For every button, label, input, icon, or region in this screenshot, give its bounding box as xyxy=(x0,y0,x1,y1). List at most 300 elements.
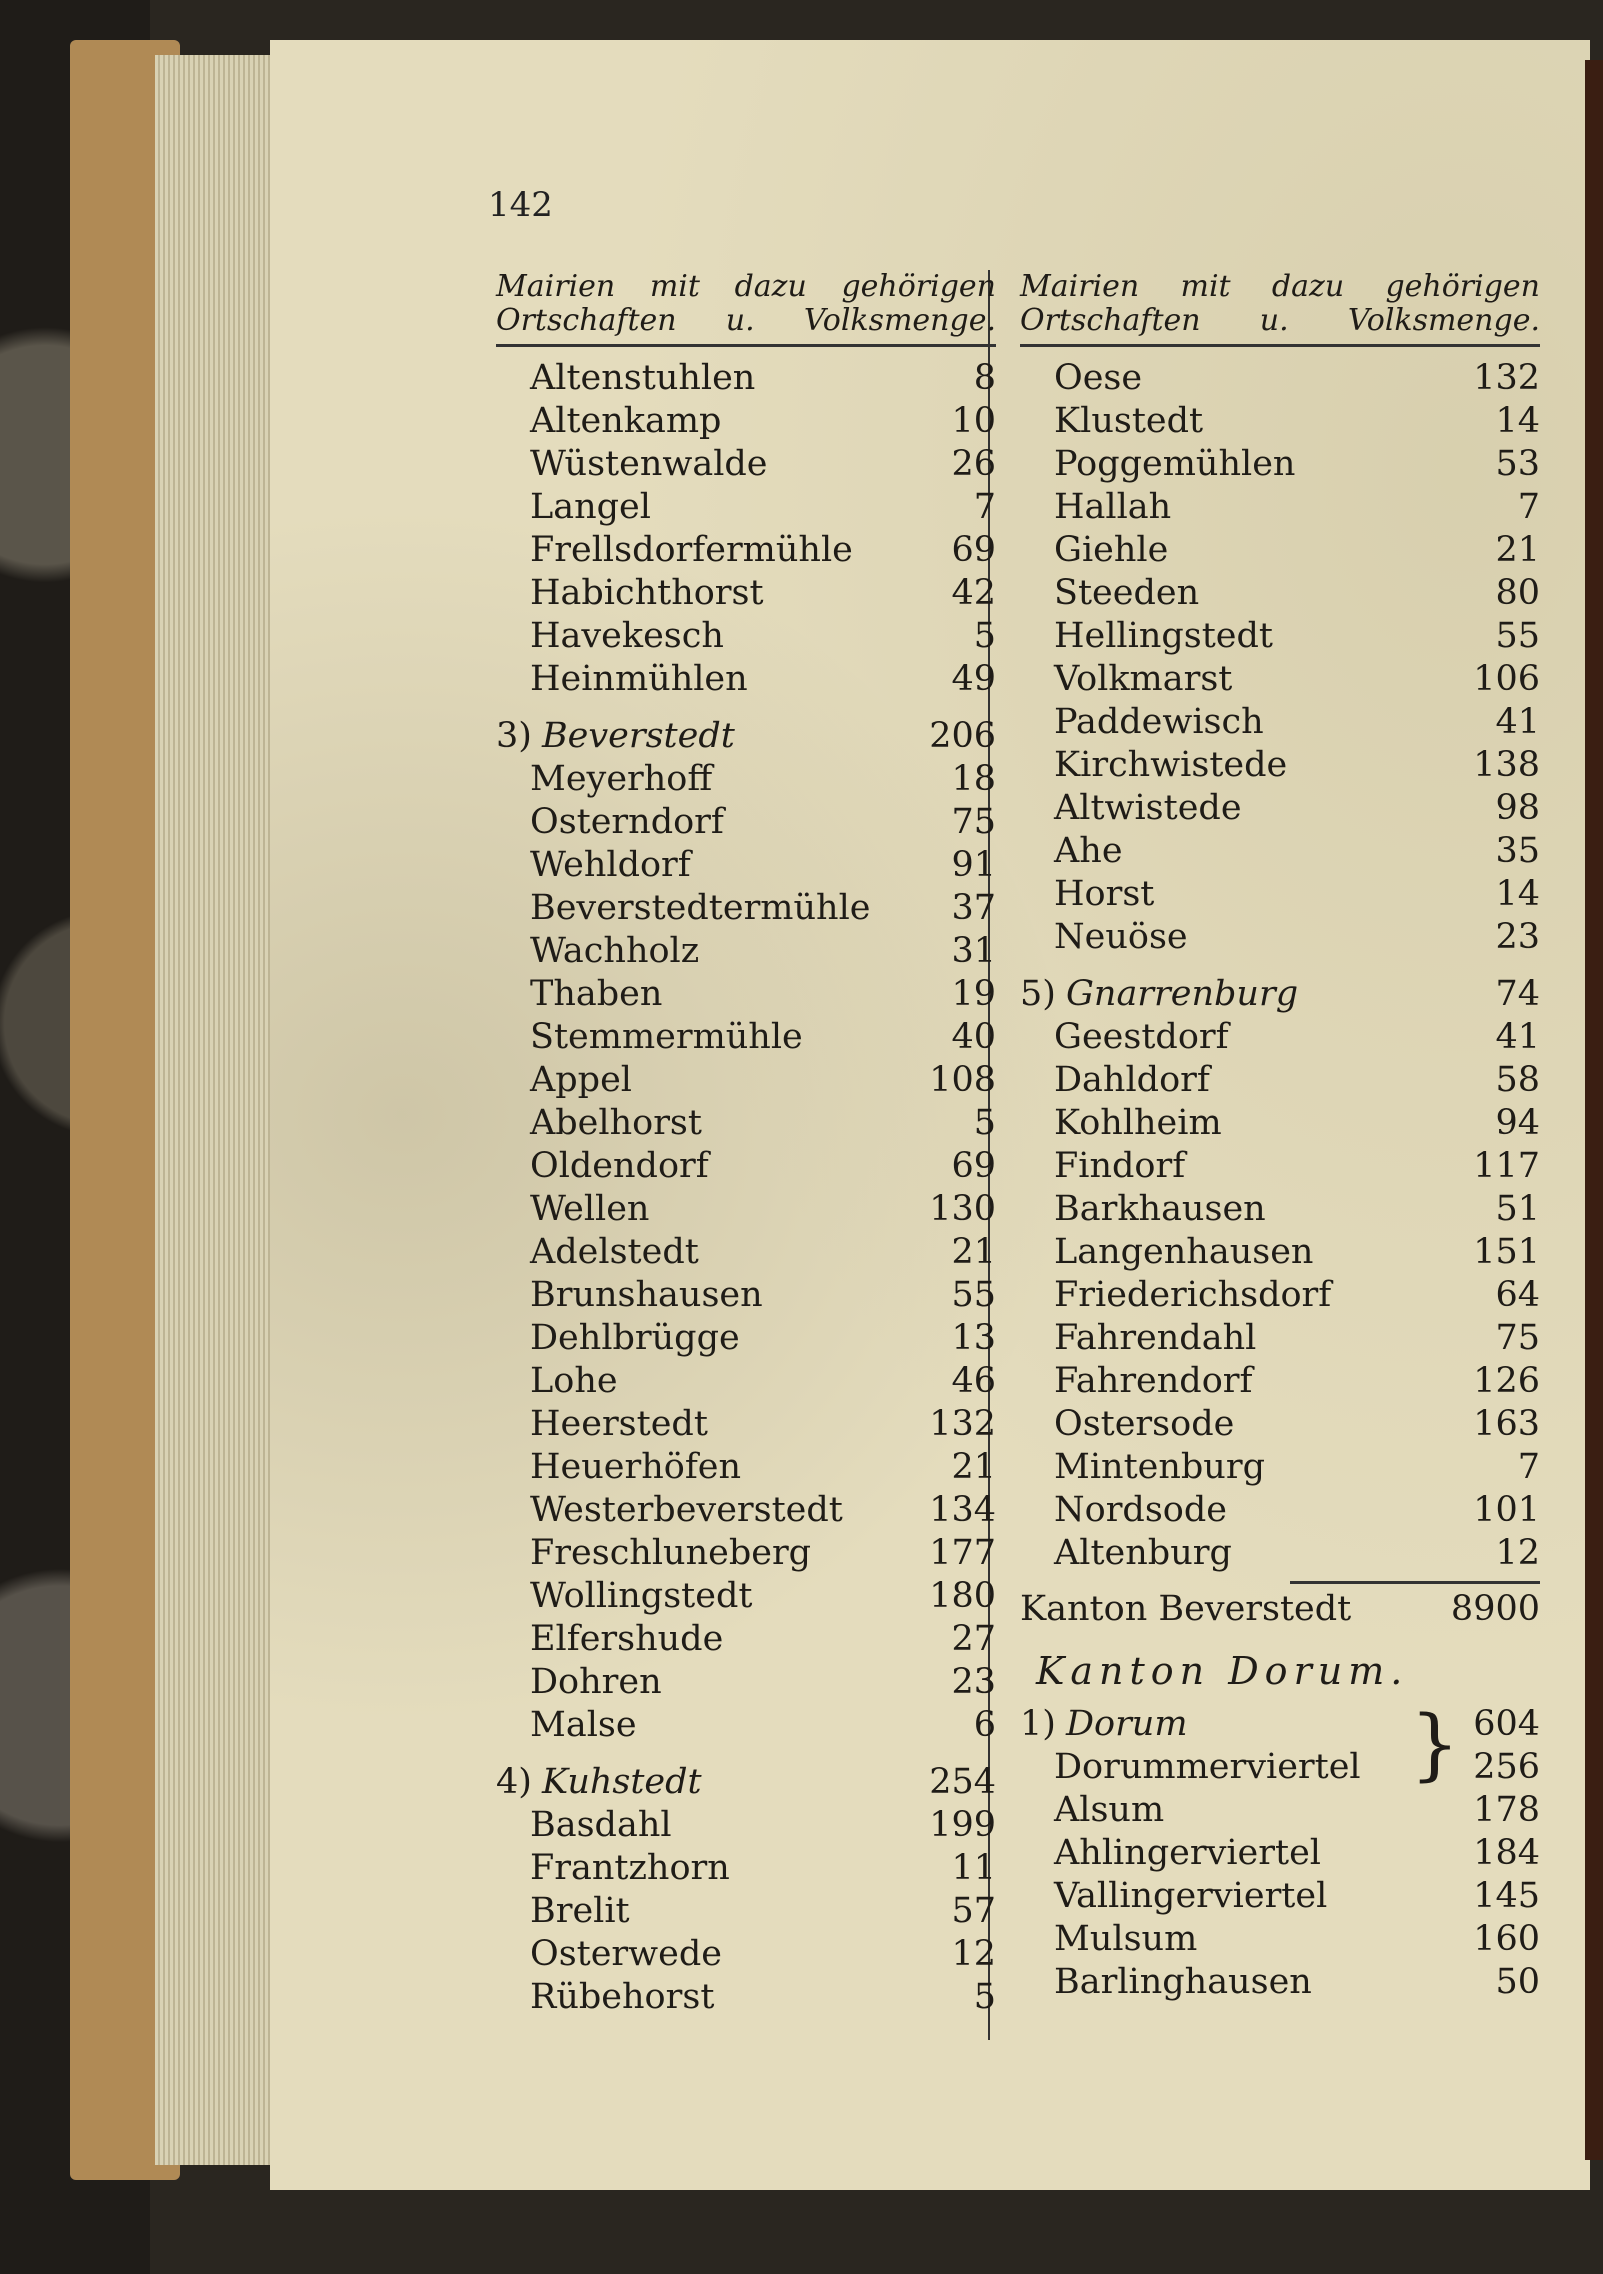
place-name-text: Barkhausen xyxy=(1054,1189,1266,1229)
place-row xyxy=(1020,916,1540,959)
place-name xyxy=(1020,1360,1252,1403)
place-name-text: Dahldorf xyxy=(1054,1060,1210,1100)
place-name-text: Mulsum xyxy=(1054,1919,1198,1959)
right-column-header xyxy=(1020,270,1540,347)
population-value: 138 xyxy=(1473,745,1540,785)
population-value: 50 xyxy=(1495,1962,1540,2002)
population-value: 37 xyxy=(951,888,996,928)
place-name xyxy=(496,1145,709,1188)
place-row xyxy=(496,1360,996,1403)
place-row xyxy=(1020,1403,1540,1446)
place-name xyxy=(1020,1489,1227,1532)
place-row xyxy=(1020,572,1540,615)
place-name-text: Abelhorst xyxy=(530,1103,702,1143)
population-value: 58 xyxy=(1495,1060,1540,1100)
place-name xyxy=(496,887,870,930)
place-row xyxy=(1020,443,1540,486)
place-name xyxy=(496,758,712,801)
place-name-text: Wachholz xyxy=(530,931,700,971)
place-row xyxy=(496,658,996,701)
place-row xyxy=(1020,486,1540,529)
mairie-index: 4) xyxy=(496,1762,532,1802)
place-name-text: Dehlbrügge xyxy=(530,1318,740,1358)
place-row xyxy=(1020,1446,1540,1489)
place-row xyxy=(1020,1317,1540,1360)
place-row xyxy=(496,1403,996,1446)
population-value: 132 xyxy=(929,1404,996,1444)
population-value: 108 xyxy=(929,1060,996,1100)
place-name xyxy=(1020,1274,1331,1317)
place-name-text: Geestdorf xyxy=(1054,1017,1229,1057)
place-name xyxy=(496,1446,741,1489)
place-name-text: Brunshausen xyxy=(530,1275,763,1315)
place-name-text: Alsum xyxy=(1054,1790,1165,1830)
place-row xyxy=(496,1804,996,1847)
place-row xyxy=(496,486,996,529)
place-row xyxy=(1020,529,1540,572)
place-row xyxy=(1020,1188,1540,1231)
place-name xyxy=(1020,400,1203,443)
place-name xyxy=(496,486,651,529)
place-name-text: Frellsdorfermühle xyxy=(530,530,853,570)
population-value: 98 xyxy=(1495,788,1540,828)
place-name-text: Beverstedtermühle xyxy=(530,888,871,928)
place-name-text: Horst xyxy=(1054,874,1155,914)
place-name xyxy=(1020,1145,1185,1188)
place-name-text: Heuerhöfen xyxy=(530,1447,742,1487)
place-name xyxy=(496,715,735,758)
header-line-1: Mairien mit dazu gehörigen xyxy=(496,269,996,304)
place-row xyxy=(1020,744,1540,787)
place-name xyxy=(1020,973,1298,1016)
population-value: 180 xyxy=(929,1576,996,1616)
place-name-text: Oldendorf xyxy=(530,1146,709,1186)
place-row xyxy=(496,1188,996,1231)
place-row xyxy=(496,357,996,400)
place-name xyxy=(496,1704,637,1747)
place-name-text: Fahrendahl xyxy=(1054,1318,1257,1358)
place-name xyxy=(496,615,724,658)
place-name-text: Ahlingerviertel xyxy=(1054,1833,1321,1873)
place-name xyxy=(1020,787,1242,830)
place-name-text: Freschluneberg xyxy=(530,1533,812,1573)
population-value: 46 xyxy=(951,1361,996,1401)
place-name xyxy=(1020,744,1287,787)
place-name xyxy=(1020,1059,1210,1102)
population-value: 117 xyxy=(1473,1146,1540,1186)
place-name-text: Hellingstedt xyxy=(1054,616,1273,656)
population-value: 199 xyxy=(929,1805,996,1845)
place-name-text: Wehldorf xyxy=(530,845,691,885)
population-value: 91 xyxy=(951,845,996,885)
place-row xyxy=(496,1059,996,1102)
population-value: 14 xyxy=(1495,874,1540,914)
place-name xyxy=(1020,658,1232,701)
place-row xyxy=(496,930,996,973)
population-value: 184 xyxy=(1473,1833,1540,1873)
place-name-text: Wüstenwalde xyxy=(530,444,768,484)
population-value: 10 xyxy=(951,401,996,441)
place-name xyxy=(496,1618,723,1661)
place-row xyxy=(1020,1489,1540,1532)
place-row xyxy=(496,1976,996,2019)
place-name-text: Elfershude xyxy=(530,1619,724,1659)
place-name xyxy=(1020,529,1168,572)
place-name-text: Havekesch xyxy=(530,616,724,656)
place-row xyxy=(496,844,996,887)
place-name xyxy=(496,1317,740,1360)
place-name-text: Habichthorst xyxy=(530,573,764,613)
place-row xyxy=(496,1231,996,1274)
place-row xyxy=(496,615,996,658)
right-entries xyxy=(1020,357,1540,1575)
place-name-text: Altenkamp xyxy=(530,401,722,441)
population-value: 11 xyxy=(951,1848,996,1888)
place-row xyxy=(496,1704,996,1747)
place-name-text: Wellen xyxy=(530,1189,650,1229)
place-name xyxy=(496,1976,714,2019)
population-value: 5 xyxy=(973,616,996,656)
place-row xyxy=(496,1532,996,1575)
place-row xyxy=(496,1102,996,1145)
place-row xyxy=(496,758,996,801)
population-value: 5 xyxy=(973,1103,996,1143)
place-name-text: Brelit xyxy=(530,1891,630,1931)
place-name-text: Lohe xyxy=(530,1361,618,1401)
population-value: 40 xyxy=(951,1017,996,1057)
place-row xyxy=(1020,1875,1540,1918)
place-row xyxy=(496,973,996,1016)
population-value: 145 xyxy=(1473,1876,1540,1916)
place-name xyxy=(496,1661,662,1704)
population-value: 41 xyxy=(1495,1017,1540,1057)
place-row xyxy=(1020,787,1540,830)
population-value: 256 xyxy=(1473,1747,1540,1787)
population-value: 151 xyxy=(1473,1232,1540,1272)
place-row xyxy=(1020,1231,1540,1274)
population-value: 160 xyxy=(1473,1919,1540,1959)
population-value: 75 xyxy=(951,802,996,842)
place-row xyxy=(1020,1102,1540,1145)
place-name-text: Kuhstedt xyxy=(541,1762,702,1802)
place-row xyxy=(1020,1360,1540,1403)
place-name xyxy=(496,1059,632,1102)
population-value: 69 xyxy=(951,530,996,570)
place-name-text: Mintenburg xyxy=(1054,1447,1265,1487)
place-name-text: Malse xyxy=(530,1705,637,1745)
place-row xyxy=(496,801,996,844)
place-name-text: Friederichsdorf xyxy=(1054,1275,1332,1315)
place-name-text: Heerstedt xyxy=(530,1404,708,1444)
place-row xyxy=(1020,701,1540,744)
kanton-total-label: Kanton Beverstedt xyxy=(1020,1589,1352,1629)
place-name xyxy=(1020,1532,1232,1575)
place-name xyxy=(1020,1832,1321,1875)
place-row xyxy=(496,1446,996,1489)
facing-page-edge xyxy=(1585,60,1603,2160)
place-name-text: Osterndorf xyxy=(530,802,724,842)
page-number: 142 xyxy=(488,185,553,225)
place-name xyxy=(1020,486,1171,529)
population-value: 27 xyxy=(951,1619,996,1659)
population-value: 31 xyxy=(951,931,996,971)
place-name xyxy=(1020,443,1295,486)
place-name-text: Steeden xyxy=(1054,573,1200,613)
population-value: 55 xyxy=(1495,616,1540,656)
place-name-text: Dorummerviertel xyxy=(1054,1747,1361,1787)
place-row xyxy=(1020,1016,1540,1059)
place-row xyxy=(1020,1532,1540,1575)
place-name xyxy=(1020,1016,1229,1059)
place-row xyxy=(496,1575,996,1618)
place-name xyxy=(1020,1961,1312,2004)
population-value: 14 xyxy=(1495,401,1540,441)
place-name xyxy=(496,1489,843,1532)
place-row xyxy=(1020,1059,1540,1102)
population-value: 51 xyxy=(1495,1189,1540,1229)
population-value: 21 xyxy=(1495,530,1540,570)
left-entries xyxy=(496,357,996,2019)
place-row xyxy=(496,1016,996,1059)
population-value: 26 xyxy=(951,444,996,484)
place-name-text: Osterwede xyxy=(530,1934,722,1974)
place-row xyxy=(1020,658,1540,701)
place-name-text: Volkmarst xyxy=(1054,659,1233,699)
place-name xyxy=(1020,916,1188,959)
place-name xyxy=(1020,615,1273,658)
brace-symbol: } xyxy=(1410,1700,1460,1790)
population-value: 80 xyxy=(1495,573,1540,613)
place-row xyxy=(496,1317,996,1360)
place-name-text: Klustedt xyxy=(1054,401,1204,441)
place-name xyxy=(496,1761,702,1804)
place-name-text: Stemmermühle xyxy=(530,1017,803,1057)
place-name xyxy=(496,1188,649,1231)
place-row xyxy=(496,1890,996,1933)
place-row xyxy=(1020,1918,1540,1961)
header-line-1: Mairien mit dazu gehörigen xyxy=(1020,269,1540,304)
place-name-text: Langel xyxy=(530,487,651,527)
population-value: 106 xyxy=(1473,659,1540,699)
place-name xyxy=(496,572,764,615)
population-value: 64 xyxy=(1495,1275,1540,1315)
place-name-text: Altenburg xyxy=(1054,1533,1232,1573)
population-value: 254 xyxy=(929,1762,996,1802)
place-name-text: Poggemühlen xyxy=(1054,444,1296,484)
place-name-text: Adelstedt xyxy=(530,1232,699,1272)
place-row xyxy=(496,572,996,615)
place-name xyxy=(496,1933,722,1976)
population-value: 126 xyxy=(1473,1361,1540,1401)
place-name xyxy=(496,1890,630,1933)
place-name-text: Nordsode xyxy=(1054,1490,1227,1530)
population-value: 21 xyxy=(951,1232,996,1272)
right-column xyxy=(1020,270,1540,2004)
population-value: 23 xyxy=(951,1662,996,1702)
population-value: 57 xyxy=(951,1891,996,1931)
population-value: 163 xyxy=(1473,1404,1540,1444)
header-line-2: Ortschaften u. Volksmenge. xyxy=(1020,303,1540,338)
place-name xyxy=(496,400,721,443)
population-value: 94 xyxy=(1495,1103,1540,1143)
place-row xyxy=(1020,1789,1540,1832)
place-name xyxy=(496,930,699,973)
place-name xyxy=(496,443,768,486)
population-value: 69 xyxy=(951,1146,996,1186)
dorum-entries xyxy=(1020,1700,1540,2004)
place-row xyxy=(496,1145,996,1188)
kanton-heading: Kanton Dorum. xyxy=(1036,1649,1409,1693)
place-name xyxy=(1020,873,1154,916)
population-value: 7 xyxy=(1517,1447,1540,1487)
population-value: 21 xyxy=(951,1447,996,1487)
place-name xyxy=(496,1847,730,1890)
population-value: 5 xyxy=(973,1977,996,2017)
place-name xyxy=(496,801,724,844)
place-name-text: Wollingstedt xyxy=(530,1576,753,1616)
place-name-text: Fahrendorf xyxy=(1054,1361,1253,1401)
place-row xyxy=(1020,1274,1540,1317)
place-name xyxy=(1020,1789,1164,1832)
place-name xyxy=(496,1532,811,1575)
place-name-text: Westerbeverstedt xyxy=(530,1490,843,1530)
place-name xyxy=(496,973,662,1016)
place-name-text: Altwistede xyxy=(1054,788,1242,828)
place-name xyxy=(1020,1102,1222,1145)
total-rule xyxy=(1290,1581,1540,1584)
place-row xyxy=(496,529,996,572)
place-name-text: Findorf xyxy=(1054,1146,1186,1186)
population-value: 8 xyxy=(973,358,996,398)
place-name-text: Vallingerviertel xyxy=(1054,1876,1328,1916)
place-name-text: Dohren xyxy=(530,1662,662,1702)
place-name xyxy=(496,1231,699,1274)
place-name xyxy=(1020,1746,1361,1789)
place-name xyxy=(496,844,691,887)
place-row xyxy=(496,1618,996,1661)
page-edges xyxy=(155,55,285,2165)
place-name xyxy=(1020,1875,1327,1918)
place-row xyxy=(1020,615,1540,658)
mairie-index: 1) xyxy=(1020,1704,1056,1744)
place-row xyxy=(496,1274,996,1317)
place-row xyxy=(496,1661,996,1704)
place-row xyxy=(1020,357,1540,400)
place-name-text: Meyerhoff xyxy=(530,759,713,799)
population-value: 7 xyxy=(1517,487,1540,527)
population-value: 132 xyxy=(1473,358,1540,398)
place-name-text: Kirchwistede xyxy=(1054,745,1288,785)
place-row xyxy=(1020,873,1540,916)
place-name-text: Dorum xyxy=(1065,1704,1188,1744)
place-name xyxy=(1020,1231,1313,1274)
place-name xyxy=(1020,1188,1266,1231)
place-name xyxy=(1020,830,1123,873)
place-row xyxy=(1020,1145,1540,1188)
place-name xyxy=(496,1360,618,1403)
population-value: 177 xyxy=(929,1533,996,1573)
place-name-text: Rübehorst xyxy=(530,1977,715,2017)
place-name xyxy=(1020,1446,1265,1489)
place-name xyxy=(1020,357,1142,400)
population-value: 53 xyxy=(1495,444,1540,484)
population-value: 7 xyxy=(973,487,996,527)
place-row xyxy=(1020,400,1540,443)
population-value: 6 xyxy=(973,1705,996,1745)
population-value: 101 xyxy=(1473,1490,1540,1530)
place-row xyxy=(1020,1746,1540,1789)
place-name-text: Oese xyxy=(1054,358,1143,398)
population-value: 35 xyxy=(1495,831,1540,871)
place-name xyxy=(1020,572,1199,615)
place-name xyxy=(496,357,755,400)
dorum-block xyxy=(1020,1700,1540,2004)
mairie-row xyxy=(1020,1703,1540,1746)
place-name xyxy=(496,1403,708,1446)
place-name-text: Appel xyxy=(530,1060,632,1100)
place-row xyxy=(496,1933,996,1976)
population-value: 206 xyxy=(929,716,996,756)
place-name-text: Altenstuhlen xyxy=(530,358,756,398)
place-name-text: Kohlheim xyxy=(1054,1103,1222,1143)
population-value: 134 xyxy=(929,1490,996,1530)
place-name xyxy=(1020,1317,1256,1360)
place-row xyxy=(1020,830,1540,873)
place-name xyxy=(496,1016,803,1059)
place-name xyxy=(1020,1403,1234,1446)
place-name-text: Hallah xyxy=(1054,487,1172,527)
place-name-text: Neuöse xyxy=(1054,917,1188,957)
place-name xyxy=(496,1102,702,1145)
population-value: 74 xyxy=(1495,974,1540,1014)
place-row xyxy=(1020,1832,1540,1875)
population-value: 42 xyxy=(951,573,996,613)
population-value: 75 xyxy=(1495,1318,1540,1358)
population-value: 23 xyxy=(1495,917,1540,957)
mairie-row xyxy=(496,715,996,758)
kanton-total-value: 8900 xyxy=(1450,1589,1540,1629)
place-name-text: Giehle xyxy=(1054,530,1169,570)
place-row xyxy=(496,887,996,930)
population-value: 55 xyxy=(951,1275,996,1315)
place-name-text: Basdahl xyxy=(530,1805,672,1845)
population-value: 130 xyxy=(929,1189,996,1229)
place-name-text: Gnarrenburg xyxy=(1065,974,1299,1014)
population-value: 12 xyxy=(951,1934,996,1974)
population-value: 604 xyxy=(1473,1704,1540,1744)
header-line-2: Ortschaften u. Volksmenge. xyxy=(496,303,996,338)
population-value: 178 xyxy=(1473,1790,1540,1830)
place-name xyxy=(496,1274,763,1317)
place-name-text: Barlinghausen xyxy=(1054,1962,1312,2002)
population-value: 49 xyxy=(951,659,996,699)
place-name xyxy=(1020,1918,1197,1961)
place-row xyxy=(496,443,996,486)
place-name xyxy=(496,1575,752,1618)
population-value: 19 xyxy=(951,974,996,1014)
population-value: 41 xyxy=(1495,702,1540,742)
place-name-text: Frantzhorn xyxy=(530,1848,730,1888)
mairie-index: 3) xyxy=(496,716,532,756)
left-column xyxy=(496,270,996,2019)
left-column-header xyxy=(496,270,996,347)
place-name xyxy=(496,658,748,701)
place-name-text: Beverstedt xyxy=(541,716,735,756)
population-value: 18 xyxy=(951,759,996,799)
place-row xyxy=(1020,1961,1540,2004)
place-name-text: Paddewisch xyxy=(1054,702,1264,742)
place-name xyxy=(1020,701,1264,744)
